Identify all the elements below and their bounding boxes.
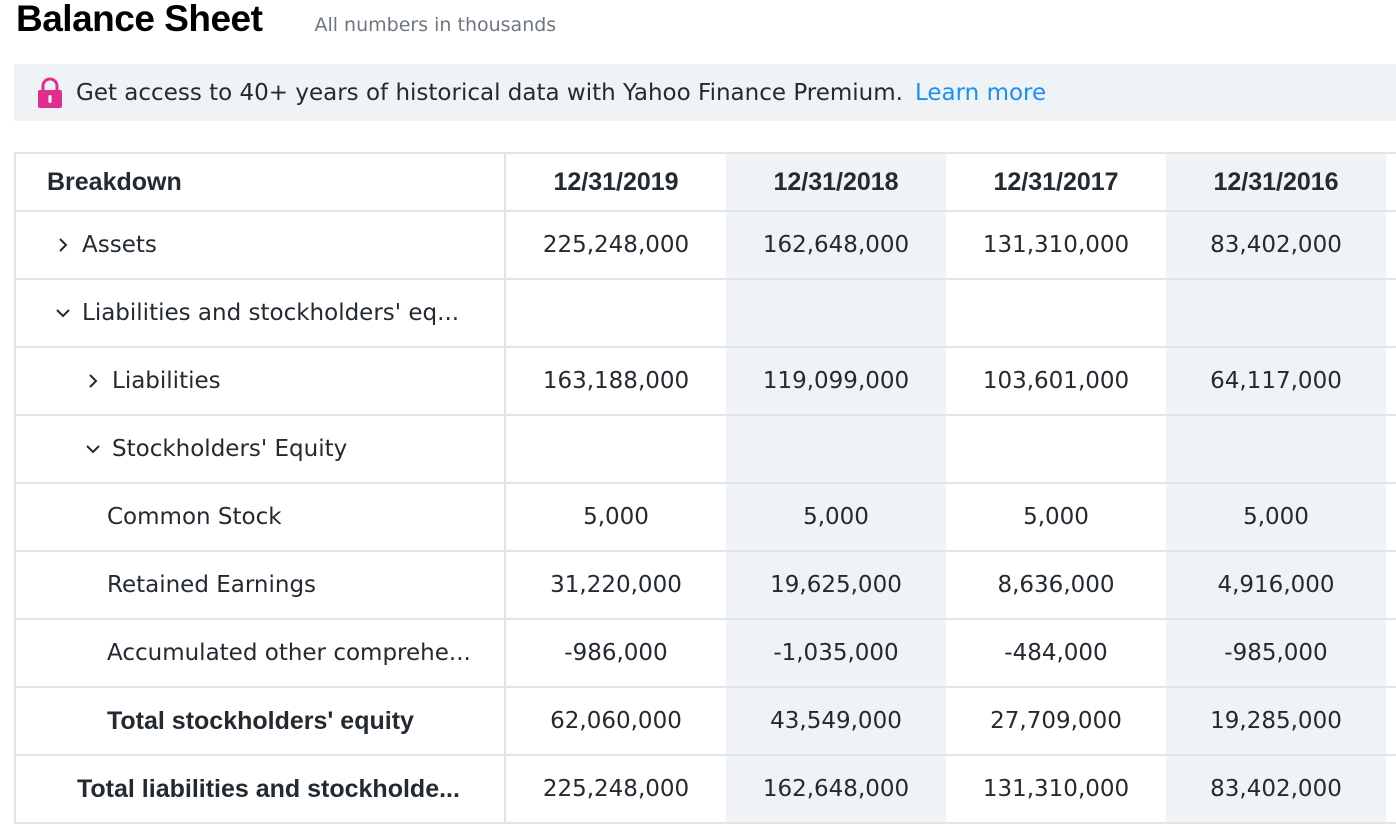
row-label-text: Liabilities [112, 368, 221, 394]
table-header-row [14, 154, 1396, 212]
value-cell: 19,285,000 [1166, 688, 1386, 754]
balance-sheet-table [14, 152, 1396, 824]
table-row [14, 212, 1396, 280]
table-row [14, 484, 1396, 552]
row-label [14, 484, 506, 550]
row-label-text: Total stockholders' equity [107, 706, 414, 735]
learn-more-link[interactable]: Learn more [914, 79, 1047, 106]
value-cell: 162,648,000 [726, 756, 946, 822]
table-row [14, 688, 1396, 756]
chevron-down-icon[interactable] [82, 438, 104, 460]
value-cell: 62,060,000 [550, 708, 682, 734]
column-shadow [504, 552, 506, 618]
value-cell: 131,310,000 [982, 776, 1130, 802]
column-header-2018: 12/31/2018 [726, 154, 946, 210]
row-label-text: Retained Earnings [107, 572, 317, 598]
value-cell: 31,220,000 [550, 572, 682, 598]
value-cell [946, 280, 1166, 346]
table-row [14, 552, 1396, 620]
value-cell: 131,310,000 [982, 232, 1130, 258]
value-cell [1166, 416, 1386, 482]
table-row [14, 416, 1396, 484]
chevron-right-icon[interactable] [82, 370, 104, 392]
value-cell [506, 416, 726, 482]
banner-text: Get access to 40+ years of historical data with Yahoo Finance Premium. [76, 79, 903, 106]
row-label [14, 756, 506, 822]
row-label[interactable] [14, 348, 506, 414]
column-header-2016: 12/31/2016 [1166, 154, 1386, 210]
page-title: Balance Sheet [16, 0, 263, 39]
table-row [14, 280, 1396, 348]
value-cell: -484,000 [1004, 640, 1108, 666]
value-cell: -986,000 [564, 640, 668, 666]
row-label[interactable] [14, 212, 506, 278]
row-label [14, 620, 506, 686]
column-shadow [504, 154, 506, 210]
value-cell: 64,117,000 [1166, 348, 1386, 414]
column-header-2017: 12/31/2017 [993, 167, 1119, 196]
chevron-right-icon[interactable] [52, 234, 74, 256]
breakdown-header [14, 154, 506, 210]
column-shadow [504, 620, 506, 686]
value-cell: 5,000 [1023, 504, 1089, 530]
value-cell: 5,000 [726, 484, 946, 550]
value-cell: 43,549,000 [726, 688, 946, 754]
table-row [14, 756, 1396, 824]
column-shadow [504, 348, 506, 414]
header [16, 0, 556, 52]
value-cell [1166, 280, 1386, 346]
column-shadow [504, 688, 506, 754]
table-row [14, 620, 1396, 688]
value-cell: 163,188,000 [542, 368, 690, 394]
column-shadow [504, 484, 506, 550]
row-label-text: Liabilities and stockholders' eq... [82, 300, 460, 326]
units-note: All numbers in thousands [314, 14, 557, 36]
value-cell: 4,916,000 [1166, 552, 1386, 618]
column-shadow [504, 212, 506, 278]
column-shadow [504, 756, 506, 822]
value-cell: 225,248,000 [542, 776, 690, 802]
value-cell: 5,000 [1166, 484, 1386, 550]
value-cell: 5,000 [583, 504, 649, 530]
column-shadow [504, 416, 506, 482]
row-label[interactable] [14, 280, 506, 346]
breakdown-header-label: Breakdown [47, 167, 182, 196]
row-label-text: Total liabilities and stockholde... [77, 774, 460, 803]
value-cell: 162,648,000 [726, 212, 946, 278]
row-label[interactable] [14, 416, 506, 482]
row-label-text: Accumulated other comprehe... [107, 640, 471, 666]
row-label [14, 688, 506, 754]
value-cell: 103,601,000 [982, 368, 1130, 394]
chevron-down-icon[interactable] [52, 302, 74, 324]
value-cell [726, 416, 946, 482]
column-shadow [504, 280, 506, 346]
value-cell: 225,248,000 [542, 232, 690, 258]
table-row [14, 348, 1396, 416]
value-cell: -1,035,000 [726, 620, 946, 686]
row-label-text: Assets [82, 232, 157, 258]
row-label-text: Stockholders' Equity [112, 436, 348, 462]
lock-icon [36, 77, 64, 109]
value-cell: 83,402,000 [1166, 212, 1386, 278]
value-cell: 119,099,000 [726, 348, 946, 414]
value-cell: 83,402,000 [1166, 756, 1386, 822]
row-label-text: Common Stock [107, 504, 282, 530]
value-cell: 27,709,000 [990, 708, 1122, 734]
value-cell: -985,000 [1166, 620, 1386, 686]
row-label [14, 552, 506, 618]
premium-banner [14, 64, 1396, 121]
value-cell: 8,636,000 [997, 572, 1115, 598]
column-header-2019: 12/31/2019 [553, 167, 679, 196]
value-cell: 19,625,000 [726, 552, 946, 618]
value-cell [946, 416, 1166, 482]
value-cell [726, 280, 946, 346]
value-cell [506, 280, 726, 346]
